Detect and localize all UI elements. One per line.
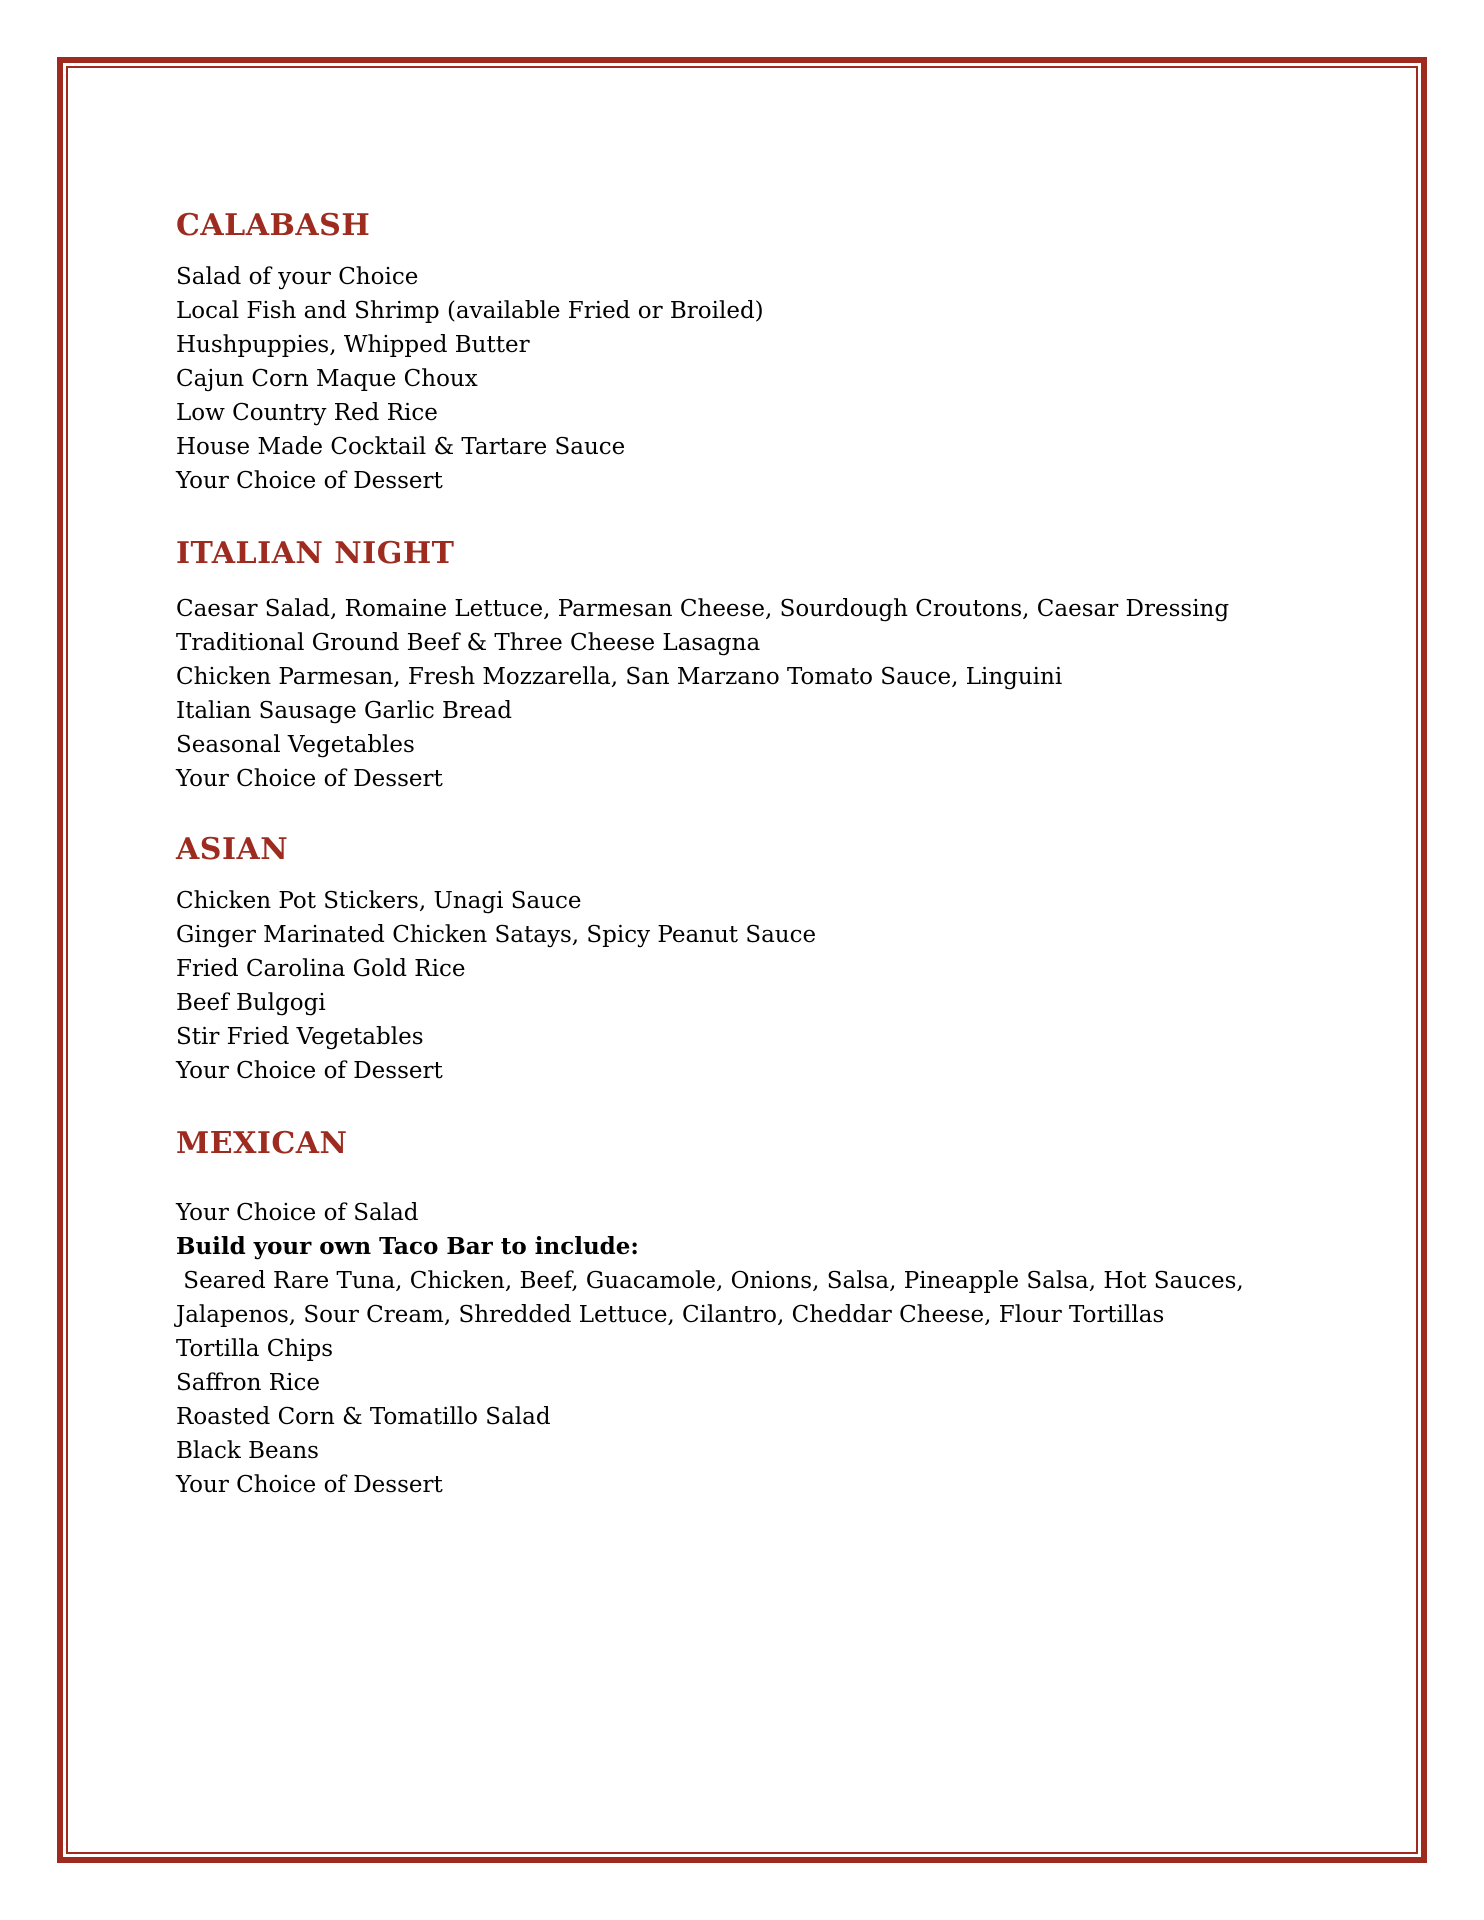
menu-item: Traditional Ground Beef & Three Cheese Lasagna	[176, 630, 761, 656]
menu-item: Your Choice of Dessert	[176, 468, 443, 494]
section-title: MEXICAN	[176, 1126, 348, 1161]
menu-item: Your Choice of Salad	[176, 1200, 419, 1226]
menu-item: Jalapenos, Sour Cream, Shredded Lettuce, Cilantro, Cheddar Cheese, Flour Tortillas	[176, 1302, 1165, 1328]
menu-item: Seasonal Vegetables	[176, 732, 415, 758]
menu-item: Chicken Pot Stickers, Unagi Sauce	[176, 888, 582, 914]
menu-section-asian	[176, 832, 1336, 1088]
menu-section-mexican	[176, 1126, 1336, 1502]
menu-item-list	[176, 260, 1336, 498]
menu-item: Local Fish and Shrimp (available Fried or Broiled)	[176, 298, 764, 324]
section-title: ASIAN	[176, 832, 289, 867]
menu-item-heading: Build your own Taco Bar to include:	[176, 1233, 639, 1260]
menu-item: Roasted Corn & Tomatillo Salad	[176, 1404, 551, 1430]
section-title: ITALIAN NIGHT	[176, 536, 455, 571]
menu-item: Fried Carolina Gold Rice	[176, 956, 466, 982]
menu-item: Low Country Red Rice	[176, 400, 438, 426]
menu-item-list	[176, 884, 1336, 1088]
menu-item: House Made Cocktail & Tartare Sauce	[176, 434, 626, 460]
menu-item-list	[176, 592, 1336, 796]
menu-item-list	[176, 1196, 1336, 1502]
menu-item: Black Beans	[176, 1438, 319, 1464]
menu-item: Saffron Rice	[176, 1370, 320, 1396]
menu-item: Caesar Salad, Romaine Lettuce, Parmesan Cheese, Sourdough Croutons, Caesar Dressing	[176, 596, 1230, 622]
menu-item: Ginger Marinated Chicken Satays, Spicy Peanut Sauce	[176, 922, 817, 948]
section-title: CALABASH	[176, 208, 371, 243]
menu-item: Italian Sausage Garlic Bread	[176, 698, 512, 724]
menu-item: Cajun Corn Maque Choux	[176, 366, 478, 392]
menu-item: Hushpuppies, Whipped Butter	[176, 332, 530, 358]
menu-item: Seared Rare Tuna, Chicken, Beef, Guacamole, Onions, Salsa, Pineapple Salsa, Hot Sauces,	[176, 1268, 1244, 1294]
menu-item: Beef Bulgogi	[176, 990, 326, 1016]
menu-item: Chicken Parmesan, Fresh Mozzarella, San Marzano Tomato Sauce, Linguini	[176, 664, 1063, 690]
menu-section-calabash	[176, 208, 1336, 498]
menu-item: Your Choice of Dessert	[176, 1472, 443, 1498]
menu-item: Your Choice of Dessert	[176, 1058, 443, 1084]
menu-item: Tortilla Chips	[176, 1336, 334, 1362]
menu-item: Stir Fried Vegetables	[176, 1024, 424, 1050]
menu-item: Your Choice of Dessert	[176, 766, 443, 792]
menu-item: Salad of your Choice	[176, 264, 419, 290]
menu-section-italian-night	[176, 536, 1336, 796]
